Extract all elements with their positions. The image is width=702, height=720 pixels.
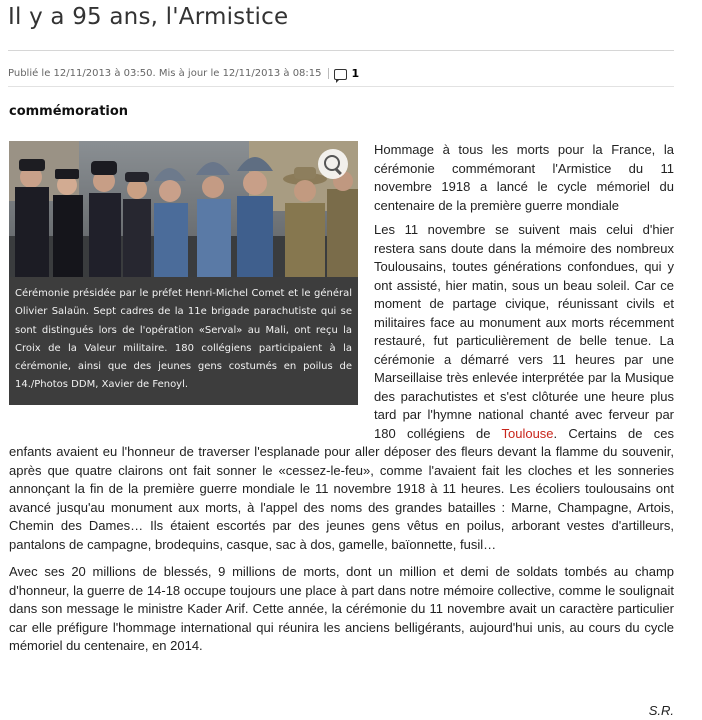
meta-separator [328,68,329,79]
article-paragraph: Avec ses 20 millions de blessés, 9 millions de morts, dont un million et demi de soldats tombés au champ d'honneur, la guerre de 14-18 occupe toujours une place à part dans notre mémoire collective, comme le soulignait dans son message le ministre Kader Arif. Cette année, la cérémonie du 11 novembre avait un caractère particulier car elle préfigure l'hommage international qui réunira les anciens belligérants, aujourd'hui unis, au cours du cycle mémoriel du centenaire, en 2014. [9,564,674,653]
toulouse-link[interactable]: Toulouse [501,425,554,441]
article-paragraph: Hommage à tous les morts pour la France, la cérémonie commémorant l'Armistice du 11 novembre 1918 a lancé le cycle mémoriel du centenaire de la première guerre mondiale [374,142,674,213]
paragraph-text: . Certains de ces enfants avaient eu l'honneur de traverser l'esplanade pour aller déposer des fleurs devant la flamme du souvenir, après que quatre clairons ont fait sonner le «cessez-le-feu», comme l'avaient fait les cloches et les sonneries annonçant la fin de la première guerre mondiale le 11 novembre 1918 à 11 heures. Les écoliers toulousains ont avancé jusqu'au monument aux morts, à l'appel des noms des grandes batailles : Marne, Champagne, Artois, Chemin des Dames… Ils étaient escortés par des jeunes gens vêtus en poilus, arborant vestes d'artilleurs, pantalons de campagne, brodequins, casque, sac à dos, gamelle, baïonnette, fusil… [9,425,674,552]
article-title: Il y a 95 ans, l'Armistice [8,4,289,30]
article-body [9,141,674,656]
comment-count[interactable]: 1 [351,67,360,80]
meta-divider [8,86,674,87]
publish-date: Publié le 12/11/2013 à 03:50. Mis à jour le 12/11/2013 à 08:15 [8,68,322,79]
article-kicker: commémoration [9,104,129,119]
photo-caption: Cérémonie présidée par le préfet Henri-Michel Comet et le général Olivier Salaün. Sept cadres de la 11e brigade parachutiste qui se sont distingués lors de l'opération «Serval» au Mali, ont reçu la Croix de la Valeur militaire. 180 collégiens participaient à la cérémonie, ainsi que des jeunes gens costumés en poilus de 14./Photos DDM, Xavier de Fenoyl. [9,277,358,405]
paragraph-text: Les 11 novembre se suivent mais celui d'hier restera sans doute dans la mémoire des nombreux Toulousains, toutes générations confondues, qui y ont assisté, hier matin, sous un beau soleil. Car ce moment de partage civique, réunissant civils et militaires face au monument aux morts récemment restauré, fut particulièrement de belle tenue. La cérémonie a démarré vers 11 heures par une Marseillaise très enlevée interprétée par la Musique des parachutistes et s'est clôturée une heure plus tard par l'hymne national chanté avec ferveur par 180 collégiens de [374,222,674,441]
author-signature: S.R. [648,703,674,718]
article-meta [8,67,359,80]
figure-float-spacer [9,141,358,405]
title-divider [8,50,674,51]
comment-icon[interactable] [334,69,347,80]
